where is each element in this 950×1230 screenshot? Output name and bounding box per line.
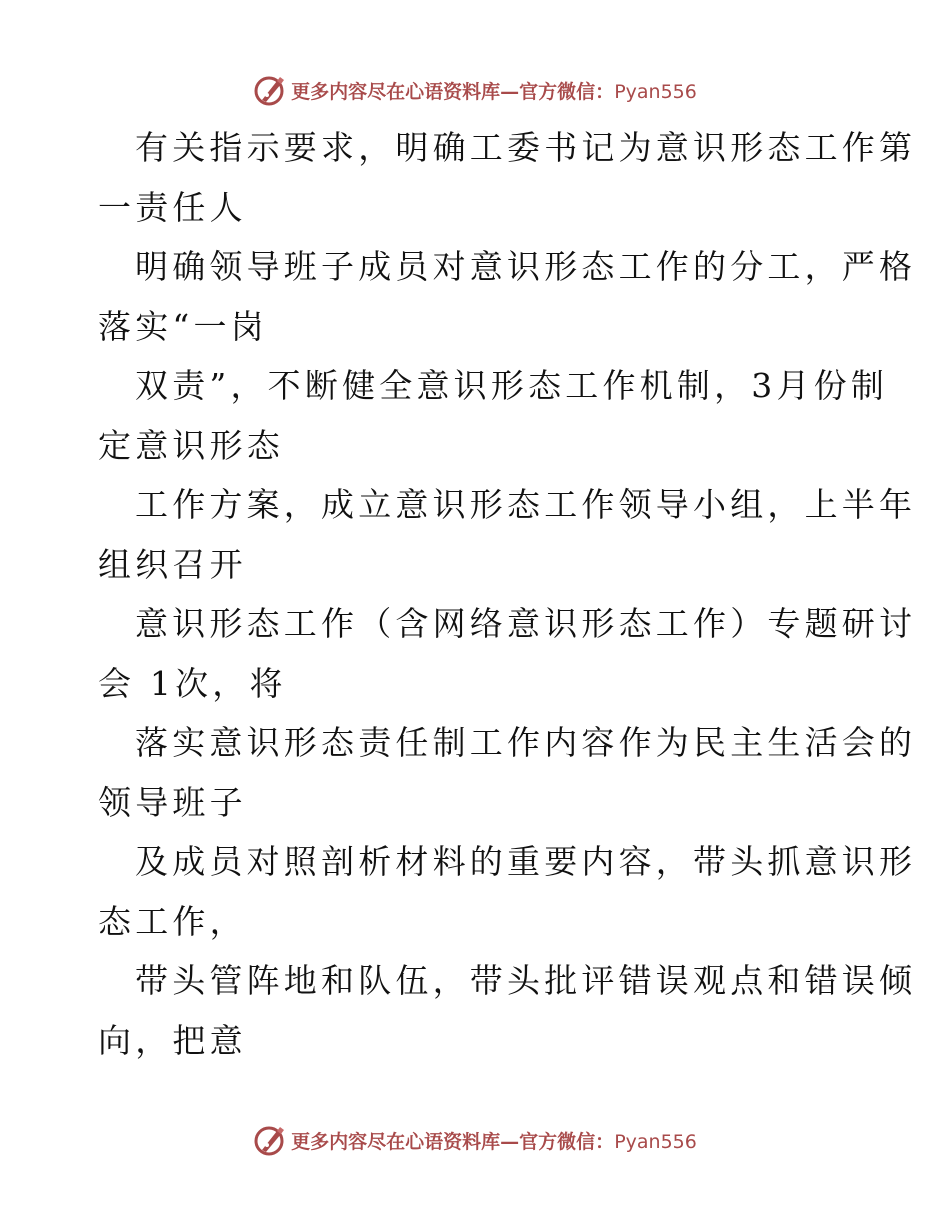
body-line: 组织召开 — [98, 544, 247, 584]
body-line: 双责”，不断健全意识形态工作机制，3月份制 — [135, 366, 889, 405]
header-text: 更多内容尽在心语资料库—官方微信：Pyan556 — [291, 80, 697, 103]
body-line: 带头管阵地和队伍，带头批评错误观点和错误倾 — [135, 961, 917, 1000]
body-line: 领导班子 — [98, 782, 247, 822]
footer-text: 更多内容尽在心语资料库—官方微信：Pyan556 — [291, 1130, 697, 1153]
pen-circle-logo-icon — [253, 1123, 287, 1157]
body-line: 会 1次，将 — [98, 663, 287, 703]
footer-banner — [0, 1120, 950, 1160]
body-line: 定意识形态 — [98, 425, 284, 465]
body-line: 意识形态工作（含网络意识形态工作）专题研讨 — [135, 604, 917, 643]
body-line: 落实意识形态责任制工作内容作为民主生活会的 — [135, 723, 917, 762]
body-line: 及成员对照剖析材料的重要内容，带头抓意识形 — [135, 842, 917, 881]
header-banner — [0, 70, 950, 110]
pen-circle-logo-icon — [253, 73, 287, 107]
body-line: 有关指示要求，明确工委书记为意识形态工作第 — [135, 128, 917, 167]
body-line: 明确领导班子成员对意识形态工作的分工，严格 — [135, 247, 917, 286]
body-line: 向，把意 — [98, 1020, 247, 1060]
body-line: 落实“一岗 — [98, 306, 268, 346]
document-body — [98, 118, 917, 1070]
body-line: 工作方案，成立意识形态工作领导小组，上半年 — [135, 485, 917, 524]
body-line: 一责任人 — [98, 187, 247, 227]
body-line: 态工作， — [98, 901, 247, 941]
